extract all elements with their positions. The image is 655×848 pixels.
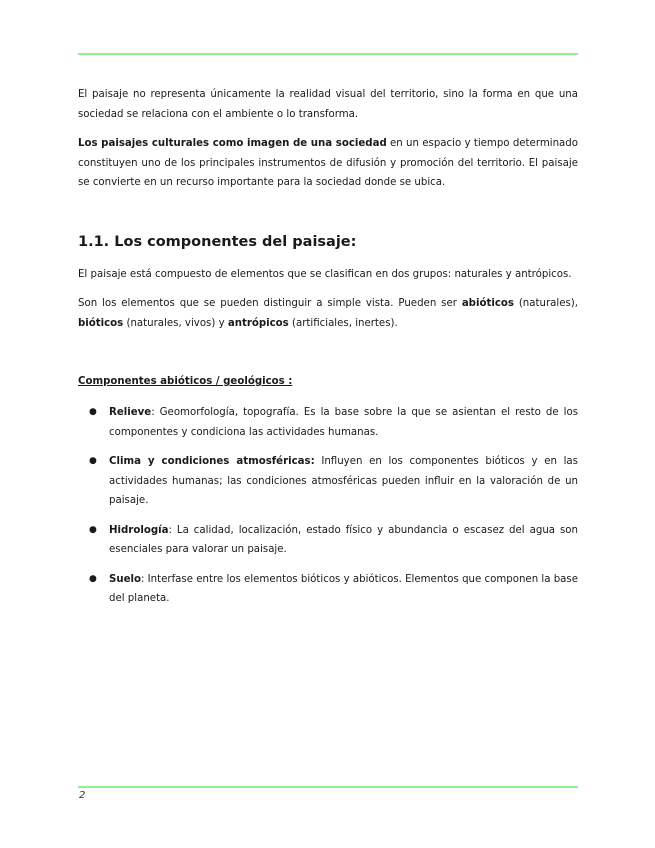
list-item-text: Influyen en los componentes bióticos y en las actividades humanas; las condiciones atmosféricas pueden influir en la valoración de un paisaje. xyxy=(109,456,578,506)
list-item-suelo xyxy=(78,570,578,609)
section-p2-text-2: (naturales), xyxy=(513,298,578,309)
intro-paragraph-2-text: en un espacio y tiempo determinado constituyen uno de los principales instrumentos de difusión y promoción del territorio. El paisaje se convierte en un recurso importante para la sociedad donde se ubica. xyxy=(78,138,578,188)
list-item-term: Clima y condiciones atmosféricas: xyxy=(109,456,315,467)
list-item-hidrologia xyxy=(78,521,578,560)
page-number: 2 xyxy=(79,790,86,801)
list-item-text: : Interfase entre los elementos bióticos y abióticos. Elementos que componen la base del planeta. xyxy=(109,573,578,604)
subsection-title: Componentes abióticos / geológicos : xyxy=(78,376,293,387)
term-bioticos: bióticos xyxy=(78,317,124,329)
bullet-icon: ● xyxy=(89,407,97,417)
list-item-clima xyxy=(78,452,578,511)
section-title: 1.1. Los componentes del paisaje: xyxy=(78,233,357,250)
section-p2-text-3: (naturales, vivos) y xyxy=(123,317,228,329)
list-item-text: : La calidad, localización, estado físico y abundancia o escasez del agua son esenciales para valorar un paisaje. xyxy=(109,524,578,555)
section-paragraph-1: El paisaje está compuesto de elementos que se clasifican en dos grupos: naturales y antrópicos. xyxy=(78,268,572,280)
intro-paragraph-2 xyxy=(78,134,578,193)
term-antropicos: antrópicos xyxy=(227,317,289,329)
section-paragraph-2 xyxy=(78,294,578,333)
bullet-icon: ● xyxy=(89,573,97,584)
list-item-term: Suelo xyxy=(109,573,141,585)
bullet-icon: ● xyxy=(89,456,97,466)
section-p2-text-4: (artificiales, inertes). xyxy=(288,317,398,329)
section-p2-text-1: Son los elementos que se pueden distinguir a simple vista. Pueden ser xyxy=(78,298,462,309)
bullet-icon: ● xyxy=(89,524,97,535)
page-content xyxy=(78,85,578,619)
list-item-term: Hidrología xyxy=(109,524,169,536)
components-list xyxy=(78,403,578,609)
list-item-term: Relieve xyxy=(109,407,152,418)
list-item-text: : Geomorfología, topografía. Es la base sobre la que se asientan el resto de los componentes y condiciona las actividades humanas. xyxy=(109,407,578,438)
intro-paragraph-1: El paisaje no representa únicamente la realidad visual del territorio, sino la forma en que una sociedad se relaciona con el ambiente o lo transforma. xyxy=(78,89,578,120)
list-item-relieve xyxy=(78,403,578,442)
header-rule xyxy=(78,53,578,55)
footer-rule xyxy=(78,786,578,788)
term-abioticos: abióticos xyxy=(461,298,514,309)
intro-bold-phrase: Los paisajes culturales como imagen de una sociedad xyxy=(78,138,387,149)
